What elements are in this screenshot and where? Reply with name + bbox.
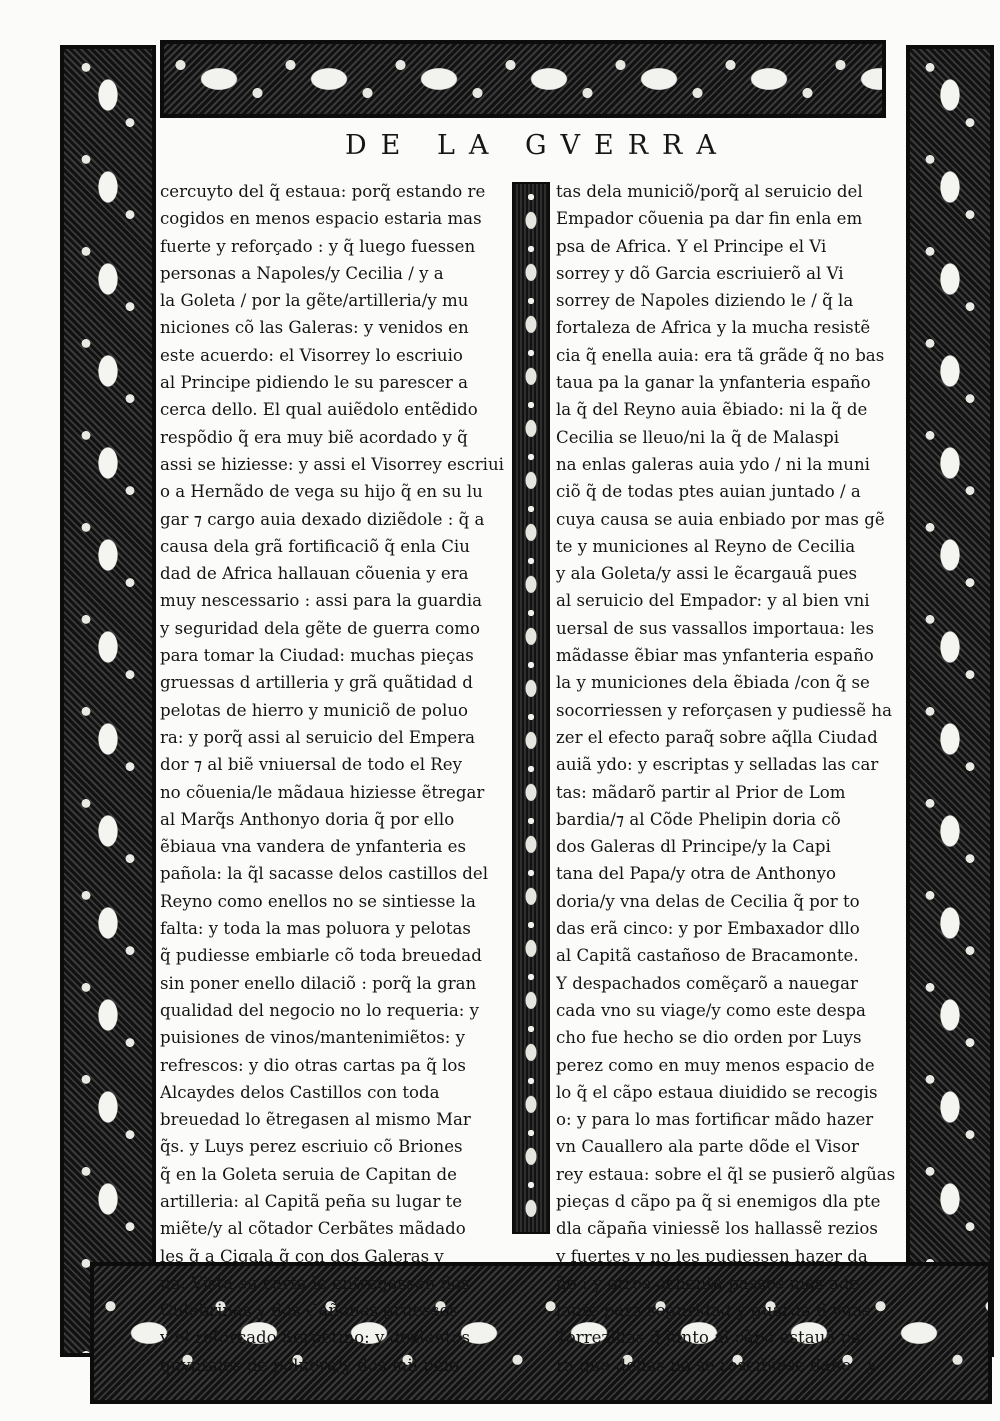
text-line: Empador cõuenia pa dar fin enla em: [556, 209, 863, 229]
text-line: bardia/⁊ al Cõde Phelipin doria cõ: [556, 809, 841, 829]
text-line: la y municiones dela ẽbiada /con q̃ se: [556, 673, 870, 693]
left-woodcut-border: [60, 45, 156, 1357]
text-line: vn Cauallero ala parte dõde el Visor: [556, 1137, 859, 1157]
text-line: la q̃ del Reyno auia ẽbiado: ni la q̃ de: [556, 400, 868, 420]
text-line: mãdasse ẽbiar mas ynfanteria españo: [556, 646, 874, 666]
text-line: uersal de sus vassallos importaua: les: [556, 618, 874, 638]
text-line: ẽbiaua vna vandera de ynfanteria es: [160, 837, 466, 857]
text-line: al Marq̃s Anthonyo doria q̃ por ello: [160, 809, 455, 829]
text-line: breuedad lo ẽtregasen al mismo Mar: [160, 1110, 471, 1130]
text-line: Torrezillas q̃ junto al cãpo estauã pa: [556, 1328, 861, 1348]
text-line: ño : y otros ochenta passos mas ade: [556, 1273, 860, 1293]
text-line: sin poner enello dilaciõ : porq̃ la gran: [160, 973, 477, 993]
center-column-ornament: [512, 182, 550, 1234]
text-line: cho fue hecho se dio orden por Luys: [556, 1028, 862, 1048]
text-line: dor ⁊ al biẽ vniuersal de todo el Rey: [160, 755, 462, 775]
text-line: dos Galeras dl Principe/y la Capi: [556, 837, 831, 857]
text-line: causa dela grã fortificaciõ q̃ enla Ciu: [160, 536, 470, 556]
text-line: para tomar la Ciudad: muchas pieças: [160, 646, 474, 666]
text-line: Cecilia se lleuo/ni la q̃ de Malaspi: [556, 427, 840, 447]
text-line: al seruicio del Empador: y al bien vni: [556, 591, 870, 611]
text-line: cercuyto del q̃ estaua: porq̃ estando re: [160, 182, 486, 201]
text-line: das erã cinco: y por Embaxador dllo: [556, 919, 860, 939]
text-line: ra que dellas no se rescibiese daño : y: [556, 1355, 877, 1375]
text-line: psa de Africa. Y el Principe el Vi: [556, 236, 827, 256]
text-line: cia q̃ enella auia: era tã grãde q̃ no bas: [556, 345, 885, 365]
text-line: gruessas d artilleria y grã quãtidad d: [160, 673, 473, 693]
text-line: na enlas galeras auia ydo / ni la muni: [556, 454, 870, 474]
text-line: al Capitã castañoso de Bracamonte.: [556, 946, 859, 966]
text-line: auiã ydo: y escriptas y selladas las car: [556, 755, 879, 775]
text-line: fuerte y reforçado : y q̃ luego fuessen: [160, 236, 476, 256]
text-line: la Goleta / por la gẽte/artilleria/y mu: [160, 291, 469, 311]
text-line: quyntales de poluora/y dos mil pelo: [160, 1355, 459, 1375]
text-line: taua pa la ganar la ynfanteria españo: [556, 373, 871, 393]
text-line: zer el efecto paraq̃ sobre aq̃lla Ciudad: [556, 727, 878, 747]
text-line: Alcaydes delos Castillos con toda: [160, 1082, 440, 1102]
text-line: cerca dello. El qual auiẽdolo entẽdido: [160, 400, 478, 420]
text-line: o a Hernãdo de vega su hijo q̃ en su lu: [160, 482, 483, 502]
text-line: Culebrinas y dos Cañones gruessos: [160, 1301, 458, 1321]
text-line: al Principe pidiendo le su parescer a: [160, 373, 469, 393]
text-line: rey estaua: sobre el q̃l se pusierõ algũas: [556, 1164, 896, 1184]
text-line: ua. Vista su carta le entregassen dos: [160, 1273, 470, 1293]
text-column-right: [556, 178, 906, 1379]
text-line: niciones cõ las Galeras: y venidos en: [160, 318, 469, 338]
text-line: personas a Napoles/y Cecilia / y a: [160, 263, 444, 283]
text-line: cuya causa se auia enbiado por mas gẽ: [556, 509, 885, 529]
text-line: muy nescessario : assi para la guardia: [160, 591, 483, 611]
text-line: y ala Goleta/y assi le ẽcargauã pues: [556, 564, 858, 584]
text-line: respõdio q̃ era muy biẽ acordado y q̃: [160, 427, 468, 447]
text-line: q̃ pudiesse embiarle cõ toda breuedad: [160, 946, 482, 966]
text-line: sorrey de Napoles diziendo le / q̃ la: [556, 291, 854, 311]
text-line: y el reforçado Serpẽtino: y dozientos: [160, 1328, 471, 1348]
text-line: ra: y porq̃ assi al seruicio del Empera: [160, 727, 476, 747]
text-line: falta: y toda la mas poluora y pelotas: [160, 919, 471, 939]
text-line: este acuerdo: el Visorrey lo escriuio: [160, 345, 463, 365]
text-line: te y municiones al Reyno de Cecilia: [556, 536, 856, 556]
text-line: doria/y vna delas de Cecilia q̃ por to: [556, 891, 860, 911]
text-line: qualidad del negocio no lo requeria: y: [160, 1000, 480, 1020]
running-head: DE LA GVERRA: [345, 130, 730, 161]
text-line: q̃s. y Luys perez escriuio cõ Briones: [160, 1137, 463, 1157]
text-line: tas dela municiõ/porq̃ al seruicio del: [556, 182, 863, 201]
text-line: no cõuenia/le mãdaua hiziesse ẽtregar: [160, 782, 485, 802]
text-line: pieças d cãpo pa q̃ si enemigos dla pte: [556, 1191, 881, 1211]
top-woodcut-border: [160, 40, 886, 118]
text-line: Reyno como enellos no se sintiesse la: [160, 891, 476, 911]
text-line: o: y para lo mas fortificar mãdo hazer: [556, 1110, 874, 1130]
text-line: lo q̃ el cãpo estaua diuidido se recogis: [556, 1082, 878, 1102]
text-line: dla cãpaña viniessẽ los hallassẽ rezios: [556, 1219, 878, 1239]
text-line: y fuertes y no les pudiessen hazer da: [556, 1246, 868, 1266]
text-line: ciõ q̃ de todas ptes auian juntado / a: [556, 482, 861, 502]
text-line: sorrey y dõ Garcia escriuierõ al Vi: [556, 263, 844, 283]
text-line: fortaleza de Africa y la mucha resistẽ: [556, 318, 871, 338]
text-line: socorriessen y reforçasen y pudiessẽ ha: [556, 700, 892, 720]
text-line: perez como en muy menos espacio de: [556, 1055, 875, 1075]
text-line: lante para seguridad y guarda d vnas: [556, 1301, 871, 1321]
text-line: pelotas de hierro y municiõ de poluo: [160, 700, 468, 720]
text-line: gar ⁊ cargo auia dexado diziẽdole : q̃ a: [160, 509, 485, 529]
text-line: miẽte/y al cõtador Cerbãtes mãdado: [160, 1219, 466, 1239]
text-line: tana del Papa/y otra de Anthonyo: [556, 864, 837, 884]
text-line: cogidos en menos espacio estaria mas: [160, 209, 482, 229]
text-line: puisiones de vinos/mantenimiẽtos: y: [160, 1028, 465, 1048]
right-woodcut-border: [906, 45, 994, 1357]
text-line: assi se hiziesse: y assi el Visorrey escriui: [160, 454, 504, 474]
text-line: Y despachados comẽçarõ a nauegar: [556, 973, 858, 993]
text-line: q̃ en la Goleta seruia de Capitan de: [160, 1164, 457, 1184]
text-line: les q̃ a Cigala q̃ con dos Galeras y: [160, 1246, 444, 1266]
text-line: tas: mãdarõ partir al Prior de Lom: [556, 782, 846, 802]
text-line: dad de Africa hallauan cõuenia y era: [160, 564, 469, 584]
text-column-left: [160, 178, 510, 1379]
text-line: artilleria: al Capitã peña su lugar te: [160, 1191, 463, 1211]
text-line: cada vno su viage/y como este despa: [556, 1000, 866, 1020]
text-line: pañola: la q̃l sacasse delos castillos del: [160, 864, 489, 884]
text-line: refrescos: y dio otras cartas pa q̃ los: [160, 1055, 466, 1075]
text-line: y seguridad dela gẽte de guerra como: [160, 618, 480, 638]
